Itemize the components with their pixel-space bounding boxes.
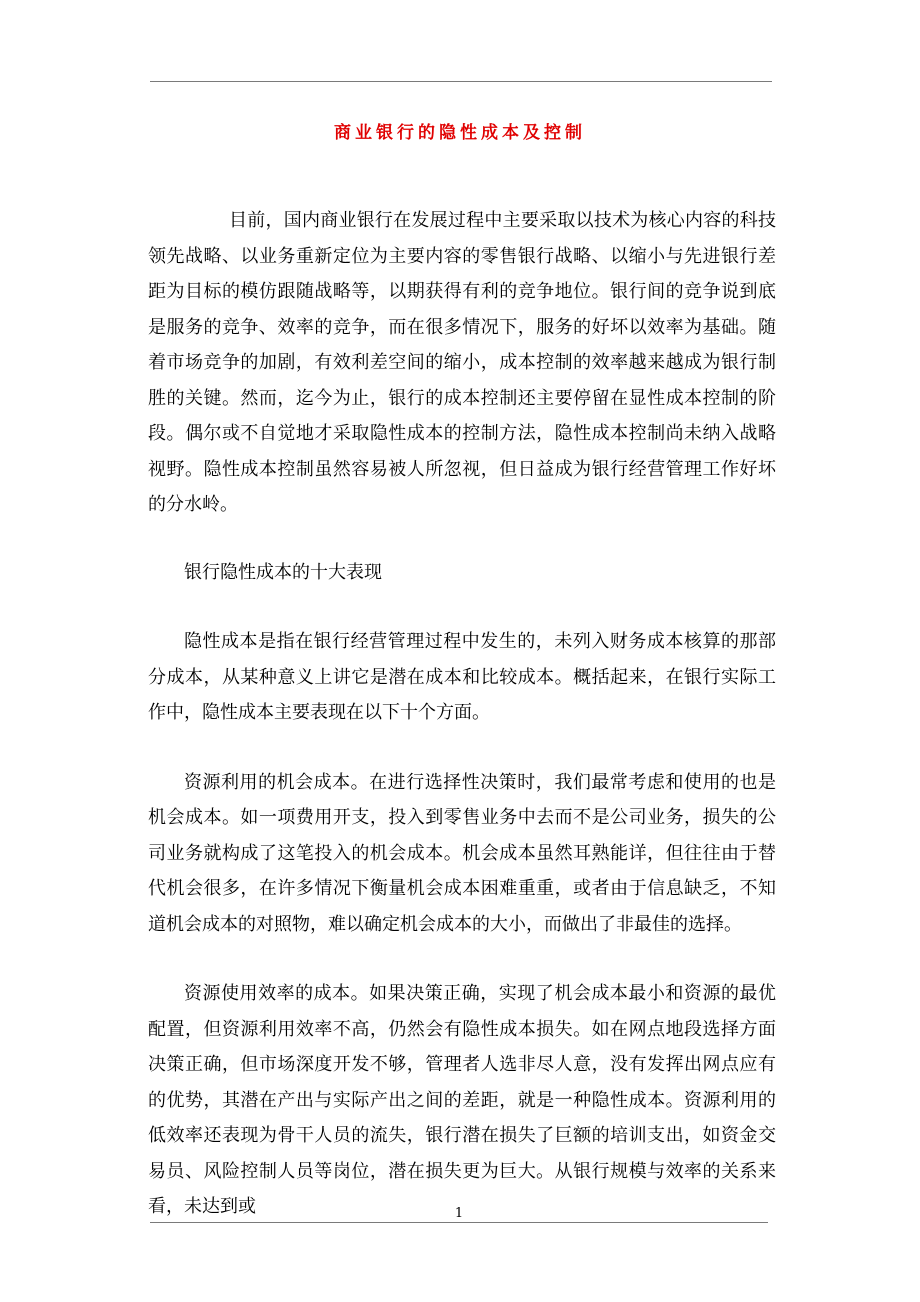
paragraph-efficiency-cost: 资源使用效率的成本。如果决策正确，实现了机会成本最小和资源的最优配置，但资源利用效率不高，仍然会有隐性成本损失。如在网点地段选择方面决策正确，但市场深度开发不够，管理者人选非尽人意，没有发挥出网点应有的优势，其潜在产出与实际产出之间的差距，就是一种隐性成本。资源利用的低效率还表现为骨干人员的流失，银行潜在损失了巨额的培训支出，如资金交易员、风险控制人员等岗位，潜在损失更为巨大。从银行规模与效率的关系来看，未达到或 [148,983,776,1217]
paragraph-intro: 目前，国内商业银行在发展过程中主要采取以技术为核心内容的科技领先战略、以业务重新定位为主要内容的零售银行战略、以缩小与先进银行差距为目标的模仿跟随战略等，以期获得有利的竞争地位。银行间的竞争说到底是服务的竞争、效率的竞争，而在很多情况下，服务的好坏以效率为基础。随着市场竞争的加剧，有效利差空间的缩小，成本控制的效率越来越成为银行制胜的关键。然而，迄今为止，银行的成本控制还主要停留在显性成本控制的阶段。偶尔或不自觉地才采取隐性成本的控制方法，隐性成本控制尚未纳入战略视野。隐性成本控制虽然容易被人所忽视，但日益成为银行经营管理工作好坏的分水岭。 [148,210,776,515]
page-number-text: 1 [454,1206,464,1221]
page-footer [150,1206,768,1226]
paragraph-opportunity-cost: 资源利用的机会成本。在进行选择性决策时，我们最常考虑和使用的也是机会成本。如一项费用开支，投入到零售业务中去而不是公司业务，损失的公司业务就构成了这笔投入的机会成本。机会成本虽然耳熟能详，但往往由于替代机会很多，在许多情况下衡量机会成本困难重重，或者由于信息缺乏，不知道机会成本的对照物，难以确定机会成本的大小，而做出了非最佳的选择。 [148,771,776,935]
paragraph-definition: 隐性成本是指在银行经营管理过程中发生的，未列入财务成本核算的那部分成本，从某种意义上讲它是潜在成本和比较成本。概括起来，在银行实际工作中，隐性成本主要表现在以下十个方面。 [148,631,776,723]
footer-rule [150,1222,768,1223]
section-heading: 银行隐性成本的十大表现 [184,561,382,583]
header-rule [150,81,772,82]
page-number [150,1206,768,1221]
document-body [148,203,776,1225]
document-title: 商业银行的隐性成本及控制 [334,123,586,143]
